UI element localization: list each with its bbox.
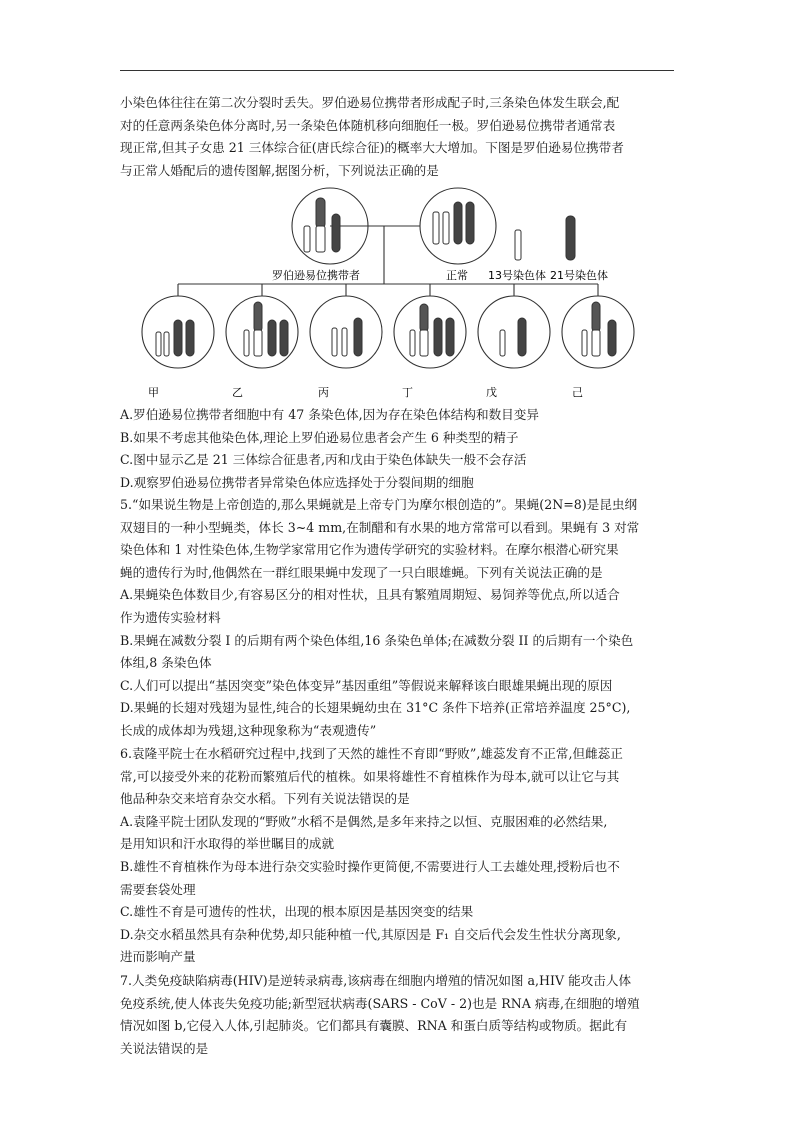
option-line: A.罗伯逊易位携带者细胞中有 47 条染色体,因为存在染色体结构和数目变异: [120, 407, 539, 422]
option-line: D.观察罗伯逊易位携带者异常染色体应选择处于分裂间期的细胞: [120, 474, 474, 490]
legend-21-chromosome: [566, 216, 575, 260]
text-line: 6.袁隆平院士在水稻研究过程中,找到了天然的雄性不育即“野败”,雄蕊发育不正常,但雌蕊正: [120, 746, 623, 761]
text-line: D.杂交水稻虽然具有杂种优势,却只能种植一代,其原因是 F₁ 自交后代会发生性状分离现象,: [120, 926, 621, 942]
text-line: 小染色体往往在第二次分裂时丢失。罗伯逊易位携带者形成配子时,三条染色体发生联会,配: [120, 95, 620, 110]
offspring-label: 己: [572, 386, 583, 399]
text-line: 作为遗传实验材料: [120, 609, 221, 625]
question-6: [120, 743, 676, 969]
text-line: 蝇的遗传行为时,他偶然在一群红眼果蝇中发现了一只白眼雄蝇。下列有关说法正确的是: [120, 564, 603, 580]
text-line: 体组,8 条染色体: [120, 655, 212, 671]
q4-options: [120, 404, 676, 494]
text-line: 7.人类免疫缺陷病毒(HIV)是逆转录病毒,该病毒在细胞内增殖的情况如图 a,HIV 能攻击人体: [120, 973, 632, 988]
text-line: C.雄性不育是可遗传的性状，出现的根本原因是基因突变的结果: [120, 904, 474, 920]
question-7: [120, 970, 676, 1060]
legend-13-chromosome: [515, 230, 521, 260]
chromosome-figure: [120, 182, 676, 404]
text-line: 关说法错误的是: [120, 1040, 209, 1056]
text-line: 染色体和 1 对性染色体,生物学家常用它作为遗传学研究的实验材料。在摩尔根潜心研究果: [120, 542, 619, 558]
text-line: 双翅目的一种小型蝇类，体长 3~4 mm,在制醋和有水果的地方常常可以看到。果蝇有 3 对常: [120, 519, 640, 535]
text-line: B.雄性不育植株作为母本进行杂交实验时操作更简便,不需要进行人工去雄处理,授粉后也不: [120, 858, 620, 874]
text-line: 与正常人婚配后的遗传图解,据图分析，下列说法正确的是: [120, 162, 439, 178]
offspring-label: 乙: [232, 386, 243, 399]
text-line: 进而影响产量: [120, 949, 196, 965]
text-line: 情况如图 b,它侵入人体,引起肺炎。它们都具有囊膜、RNA 和蛋白质等结构或物质。据此有: [120, 1018, 628, 1034]
text-line: 他品种杂交来培育杂交水稻。下列有关说法错误的是: [120, 791, 410, 807]
text-line: D.果蝇的长翅对残翅为显性,纯合的长翅果蝇幼虫在 31°C 条件下培养(正常培养温度 25°C),: [120, 700, 631, 716]
text-line: A.果蝇染色体数目少,有容易区分的相对性状，且具有繁殖周期短、易饲养等优点,所以适合: [120, 587, 620, 603]
text-line: A.袁隆平院士团队发现的“野败”水稻不是偶然,是多年来持之以恒、克服困难的必然结果,: [120, 813, 608, 829]
text-line: 常,可以接受外来的花粉而繁殖后代的植株。如果将雄性不育植株作为母本,就可以让它与其: [120, 768, 620, 784]
offspring-label: 丙: [318, 386, 329, 399]
carrier-label: 罗伯逊易位携带者: [272, 269, 360, 282]
offspring-label: 丁: [402, 386, 413, 399]
legend-21-label: 21号染色体: [550, 269, 608, 282]
text-line: C.人们可以提出“基因突变”染色体变异”基因重组”等假说来解释该白眼雄果蝇出现的原因: [120, 677, 613, 693]
offspring-label: 戊: [486, 386, 497, 399]
normal-label: 正常: [446, 269, 468, 282]
text-line: 5.“如果说生物是上帝创造的,那么果蝇就是上帝专门为摩尔根创造的”。果蝇(2N=8)是昆虫纲: [120, 497, 638, 512]
text-line: 需要套袋处理: [120, 881, 196, 897]
option-line: B.如果不考虑其他染色体,理论上罗伯逊易位患者会产生 6 种类型的精子: [120, 429, 519, 445]
legend-13-label: 13号染色体: [488, 269, 546, 282]
offspring-label: 甲: [148, 386, 159, 399]
option-line: C.图中显示乙是 21 三体综合征患者,丙和戊由于染色体缺失一般不会存活: [120, 452, 527, 468]
text-line: B.果蝇在减数分裂 I 的后期有两个染色体组,16 条染色单体;在减数分裂 II 的后期有一个染色: [120, 632, 634, 648]
text-line: 对的任意两条染色体分离时,另一条染色体随机移向细胞任一极。罗伯逊易位携带者通常表: [120, 117, 616, 133]
q4-intro: [120, 92, 676, 182]
text-line: 是用知识和汗水取得的举世瞩目的成就: [120, 836, 335, 852]
text-line: 长成的成体却为残翅,这种现象称为“表观遗传”: [120, 722, 377, 738]
text-line: 免疫系统,使人体丧失免疫功能;新型冠状病毒(SARS - CoV - 2)也是 RNA 病毒,在细胞的增殖: [120, 995, 640, 1011]
text-line: 现正常,但其子女患 21 三体综合征(唐氏综合征)的概率大大增加。下图是罗伯逊易位携带者: [120, 140, 624, 156]
header-rule: [120, 70, 674, 71]
question-5: [120, 494, 676, 743]
